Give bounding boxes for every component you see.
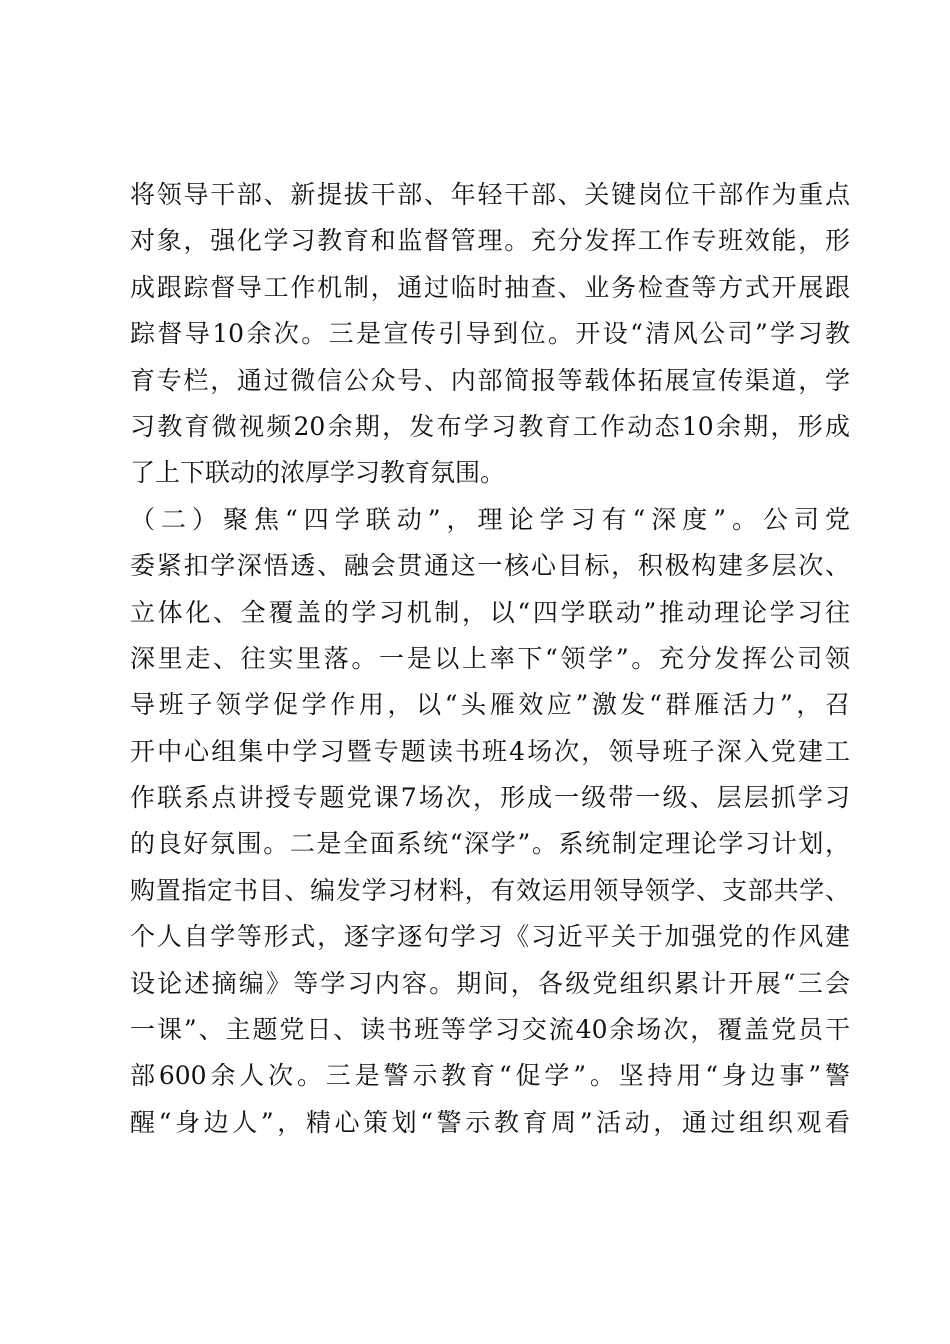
text-line: 了上下联动的浓厚学习教育氛围。 xyxy=(130,458,506,488)
text-line: 育专栏，通过微信公众号、内部简报等载体拓展宣传渠道，学 xyxy=(130,365,850,395)
text-line: 醒“身边人”，精心策划“警示教育周”活动，通过组织观看 xyxy=(130,1107,850,1137)
text-line: 开中心组集中学习暨专题读书班4场次，领导班子深入党建工 xyxy=(130,736,850,766)
text-line: 立体化、全覆盖的学习机制，以“四学联动”推动理论学习往 xyxy=(130,597,850,627)
text-line: 深里走、往实里落。一是以上率下“领学”。充分发挥公司领 xyxy=(130,643,850,673)
text-line: 习教育微视频20余期，发布学习教育工作动态10余期，形成 xyxy=(130,411,850,441)
text-line: 对象，强化学习教育和监督管理。充分发挥工作专班效能，形 xyxy=(130,226,850,256)
paragraph-publicity xyxy=(130,172,850,497)
text-line: 一课”、主题党日、读书班等学习交流40余场次，覆盖党员干 xyxy=(130,1015,850,1045)
text-line: 成跟踪督导工作机制，通过临时抽查、业务检查等方式开展跟 xyxy=(130,272,850,302)
text-line: 导班子领学促学作用，以“头雁效应”激发“群雁活力”，召 xyxy=(130,690,850,720)
text-line: 设论述摘编》等学习内容。期间，各级党组织累计开展“三会 xyxy=(130,968,850,998)
text-line: 委紧扣学深悟透、融会贯通这一核心目标，积极构建多层次、 xyxy=(130,551,850,581)
text-line: 个人自学等形式，逐字逐句学习《习近平关于加强党的作风建 xyxy=(130,922,850,952)
text-line: （二）聚焦“四学联动”，理论学习有“深度”。公司党 xyxy=(130,504,850,534)
text-line: 的良好氛围。二是全面系统“深学”。系统制定理论学习计划， xyxy=(130,829,850,859)
text-line: 部600余人次。三是警示教育“促学”。坚持用“身边事”警 xyxy=(130,1061,850,1091)
text-line: 踪督导10余次。三是宣传引导到位。开设“清风公司”学习教 xyxy=(130,319,850,349)
text-line: 将领导干部、新提拔干部、年轻干部、关键岗位干部作为重点 xyxy=(130,180,850,209)
document-body xyxy=(130,172,850,1146)
paragraph-four-learning-linkage xyxy=(130,497,850,1146)
text-line: 购置指定书目、编发学习材料，有效运用领导领学、支部共学、 xyxy=(130,875,850,905)
text-line: 作联系点讲授专题党课7场次，形成一级带一级、层层抓学习 xyxy=(130,783,850,813)
